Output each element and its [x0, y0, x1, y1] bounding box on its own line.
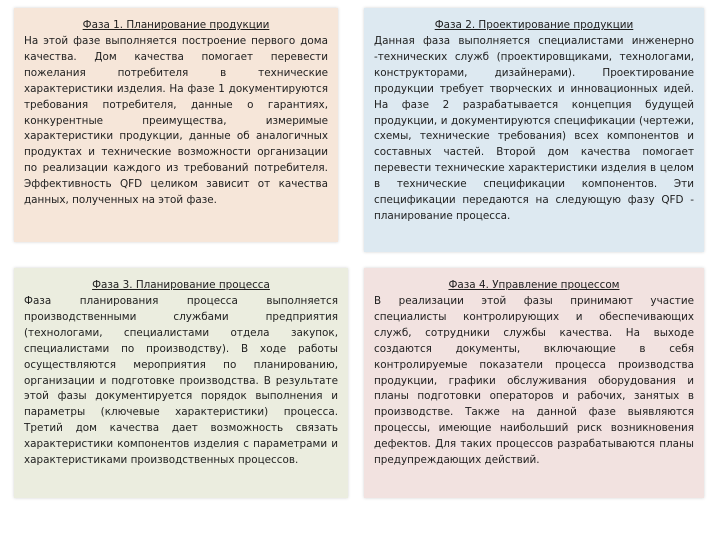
- phase-1-card: [14, 8, 338, 242]
- phase-4-text: В реализации этой фазы принимают участие специалисты контролирующих и обеспечивающих служб, сотрудники службы качества. На выходе создаются документы, включающие в себя контролируемые показатели процесса производства продукции, графики обслуживания оборудования и планы подготовки операторов и рабочих, занятых в производстве. Также на данной фазе выявляются процессы, имеющие наибольший риск возникновения дефектов. Для таких процессов разрабатываются планы предупреждающих действий.: [374, 295, 694, 467]
- phase-3-title: Фаза 3. Планирование процесса: [92, 279, 270, 291]
- phase-4-card: [364, 268, 704, 498]
- phase-4-title: Фаза 4. Управление процессом: [448, 279, 620, 291]
- phase-2-card: [364, 8, 704, 252]
- phase-3-card: [14, 268, 348, 498]
- phase-2-title: Фаза 2. Проектирование продукции: [434, 19, 634, 31]
- phase-2-text: Данная фаза выполняется специалистами инженерно -технических служб (проектировщиками, технологами, конструкторами, дизайнерами). Проектирование продукции требует творческих и инновационных идей. На фазе 2 разрабатывается концепция будущей продукции, и документируются спецификации (чертежи, схемы, технические требования) всех компонентов и составных частей. Второй дом качества помогает перевести технические характеристики изделия в целом в технические спецификации компонентов. Эти спецификации передаются на следующую фазу QFD - планирование процесса.: [374, 35, 694, 222]
- phase-3-text: Фаза планирования процесса выполняется производственными службами предприятия (технологами, специалистами отдела закупок, специалистами по производству). В ходе работы осуществляются мероприятия по планированию, организации и подготовке производства. В результате этой фазы документируется порядок выполнения и параметры (ключевые характеристики) процесса. Третий дом качества дает возможность связать характеристики компонентов изделия с параметрами и характеристиками производственных процессов.: [24, 295, 338, 467]
- phase-1-title: Фаза 1. Планирование продукции: [82, 19, 270, 31]
- phase-1-text: На этой фазе выполняется построение первого дома качества. Дом качества помогает перевести пожелания потребителя в технические характеристики изделия. На фазе 1 документируются требования потребителя, данные о гарантиях, конкурентные преимущества, измеримые характеристики продукции, данные об аналогичных продуктах и технические возможности организации по реализации каждого из требований потребителя. Эффективность QFD целиком зависит от качества данных, полученных на этой фазе.: [24, 35, 328, 207]
